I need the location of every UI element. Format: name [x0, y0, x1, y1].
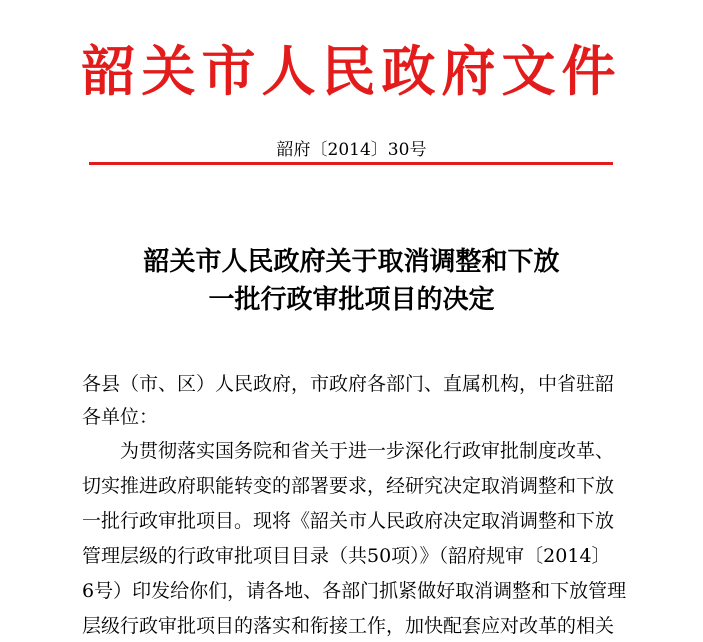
paragraph-line-4: 管理层级的行政审批项目目录（共50项）》（韶府规审〔2014〕 [82, 545, 611, 567]
document-title-line-2: 一批行政审批项目的决定 [208, 285, 495, 315]
document-title-line-1: 韶关市人民政府关于取消调整和下放 [143, 247, 560, 277]
document-number: 韶府〔2014〕30号 [276, 140, 427, 160]
salutation-line-1: 各县（市、区）人民政府，市政府各部门、直属机构，中省驻韶 [82, 373, 615, 395]
salutation-line-2: 各单位： [82, 406, 159, 428]
paragraph-line-6: 层级行政审批项目的落实和衔接工作，加快配套应对改革的相关 [82, 615, 615, 637]
header-red-rule [89, 162, 613, 165]
paragraph-line-5: 6号）印发给你们，请各地、各部门抓紧做好取消调整和下放管理 [82, 580, 627, 602]
paragraph-line-3: 一批行政审批项目。现将《韶关市人民政府决定取消调整和下放 [82, 510, 615, 532]
document-masthead: 韶关市人民政府文件 [81, 39, 622, 103]
paragraph-line-1: 为贯彻落实国务院和省关于进一步深化行政审批制度改革、 [120, 440, 615, 462]
paragraph-line-2: 切实推进政府职能转变的部署要求，经研究决定取消调整和下放 [82, 475, 615, 497]
